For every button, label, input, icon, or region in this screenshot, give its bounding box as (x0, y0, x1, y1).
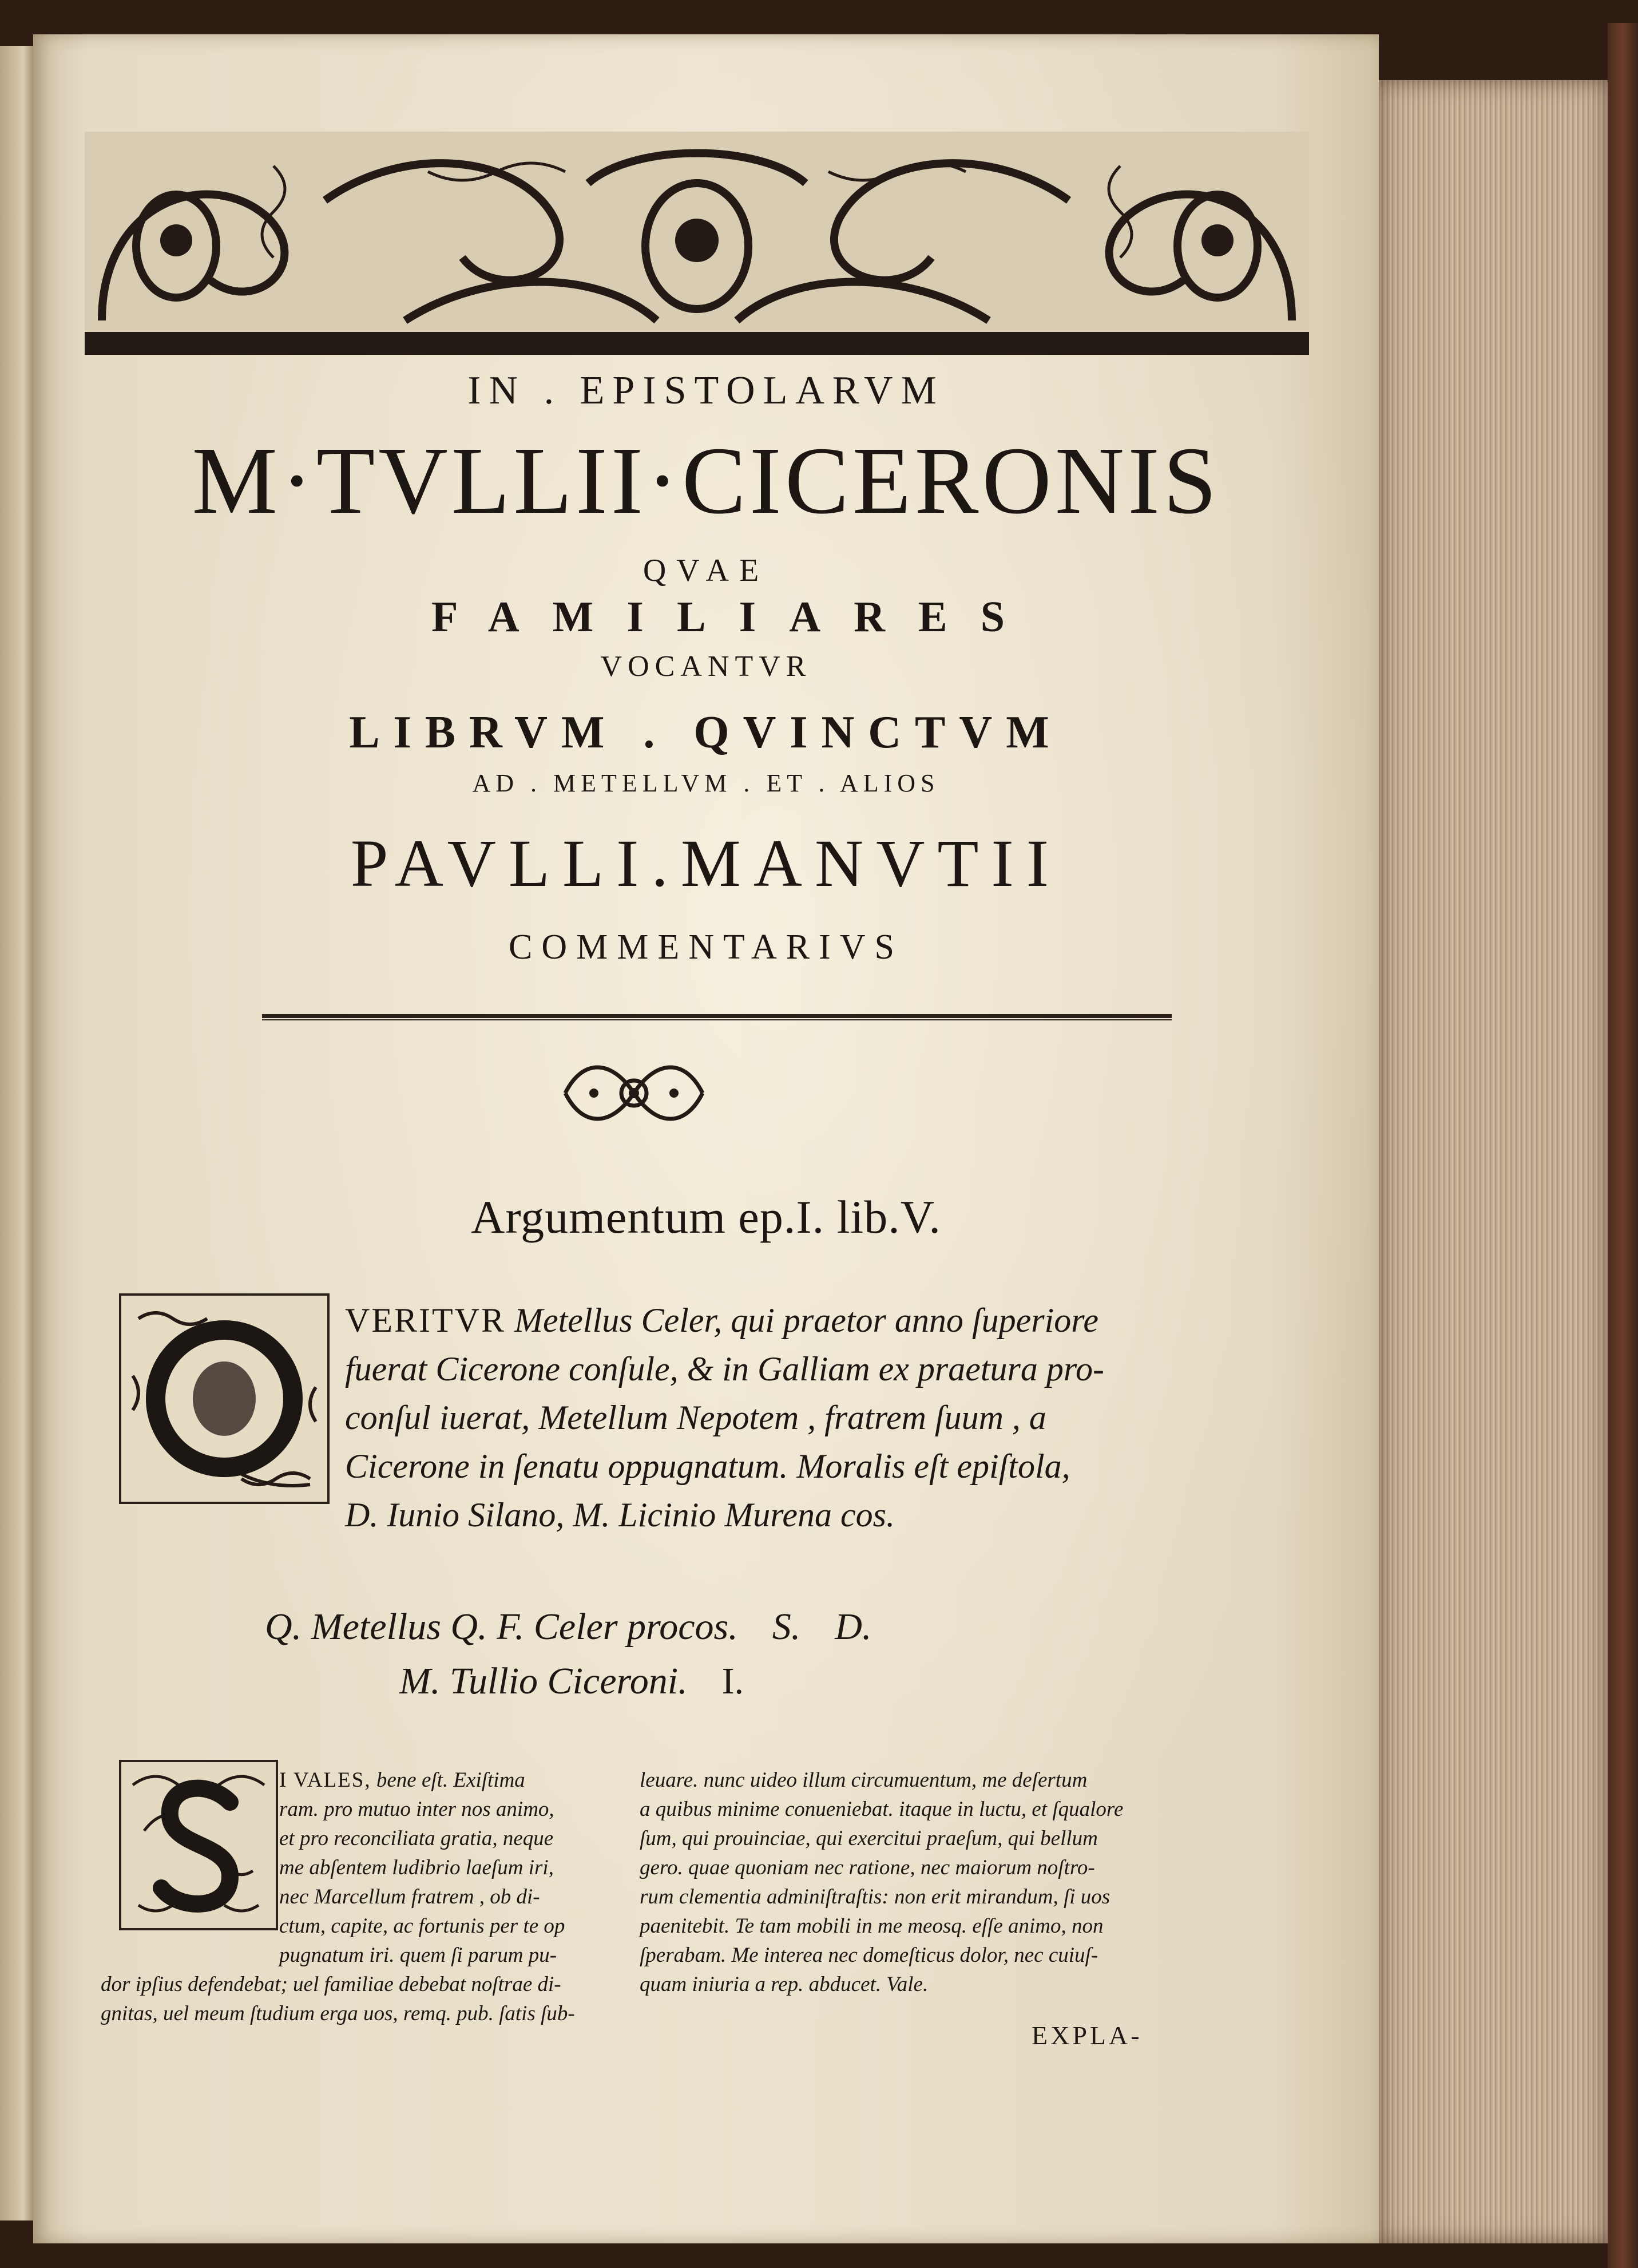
page-fore-edge (1379, 80, 1608, 2243)
letter-left-line-2: ram. pro mutuo inter nos animo, (279, 1798, 554, 1821)
letter-right-line-4: gero. quae quoniam nec ratione, nec maiorum noſtro- (640, 1856, 1095, 1879)
letter-left-column (279, 1766, 565, 1970)
salutation-line-1: Q. Metellus Q. F. Celer procos. S. D. (265, 1606, 872, 1648)
argument-line-3: conſul iuerat, Metellum Nepotem , fratrem ſuum , a (345, 1399, 1046, 1436)
letter-right-line-7: ſperabam. Me interea nec domeſticus dolor, nec cuiuſ- (640, 1944, 1098, 1967)
title-book: LIBRVM . QVINCTVM (349, 707, 1063, 758)
title-line-1: IN . EPISTOLARVM (467, 369, 945, 413)
argument-title: Argumentum ep.I. lib.V. (471, 1191, 941, 1243)
letter-left-line-4: me abſentem ludibrio laeſum iri, (279, 1856, 554, 1879)
letter-left-line-7: pugnatum iri. quem ſi parum pu- (279, 1944, 557, 1967)
letter-right-line-6: paenitebit. Te tam mobili in me meosq. eſſe animo, non (640, 1914, 1104, 1938)
letter-left-column-continued (101, 1970, 575, 2028)
letter-left-line-8: dor ipſius defendebat; uel familiae debebat noſtrae di- (101, 1973, 561, 1996)
catchword: EXPLA- (1032, 2021, 1143, 2050)
left-page-edge (0, 46, 33, 2220)
argument-line-5: D. Iunio Silano, M. Licinio Murena cos. (345, 1496, 895, 1534)
decorated-initial-q-icon (119, 1293, 330, 1504)
title-line-7: AD . METELLVM . ET . ALIOS (472, 769, 940, 797)
letter-left-line-6: ctum, capite, ac fortunis per te op (279, 1914, 565, 1938)
headpiece-ornament (85, 132, 1309, 355)
fleuron-ornament-icon (560, 1053, 708, 1133)
letter-right-line-8: quam iniuria a rep. abducet. Vale. (640, 1973, 929, 1996)
title-author: M·TVLLII·CICERONIS (192, 428, 1220, 534)
title-commentator: PAVLLI.MANVTII (350, 826, 1062, 901)
letter-right-line-3: ſum, qui prouinciae, qui exercitui praeſum, qui bellum (640, 1827, 1098, 1850)
argument-line-2: fuerat Cicerone conſule, & in Galliam ex praetura pro- (345, 1350, 1105, 1388)
book-page (33, 34, 1379, 2243)
salutation-line-2: M. Tullio Ciceroni. I. (399, 1660, 744, 1702)
argument-paragraph (345, 1296, 1175, 1539)
title-line-4: FAMILIARES (431, 593, 1038, 641)
horizontal-rule (262, 1014, 1172, 1018)
letter-left-line-3: et pro reconciliata gratia, neque (279, 1827, 554, 1850)
title-line-3: QVAE (642, 553, 770, 588)
letter-right-line-1: leuare. nunc uideo illum circumuentum, me deſertum (640, 1768, 1088, 1792)
letter-left-line-5: nec Marcellum fratrem , ob di- (279, 1885, 540, 1909)
letter-left-line-9: gnitas, uel meum ſtudium erga uos, remq. pub. ſatis ſub- (101, 2002, 575, 2025)
title-line-5: VOCANTVR (600, 650, 812, 683)
decorated-initial-s-icon (119, 1760, 278, 1930)
letter-right-column (640, 1766, 1123, 1999)
letter-right-line-5: rum clementia adminiſtraſtis: non erit mirandum, ſi uos (640, 1885, 1110, 1909)
argument-line-4: Cicerone in ſenatu oppugnatum. Moralis eſt epiſtola, (345, 1447, 1070, 1485)
title-line-9: COMMENTARIVS (509, 928, 903, 967)
letter-right-line-2: a quibus minime conueniebat. itaque in luctu, et ſqualore (640, 1798, 1124, 1821)
argument-line-1: VERITVR Metellus Celer, qui praetor anno ſuperiore (345, 1301, 1098, 1339)
letter-left-line-1: I VALES, bene eſt. Exiſtima (279, 1768, 525, 1792)
book-cover-edge (1608, 23, 1638, 2268)
